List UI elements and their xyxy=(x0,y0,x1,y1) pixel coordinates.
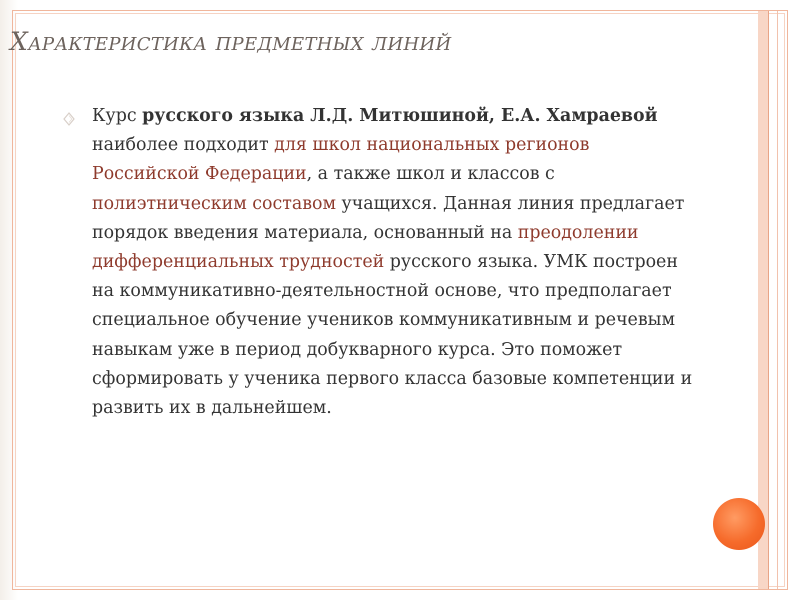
slide-title: Характеристика предметных линий xyxy=(10,27,452,56)
bold-author-names: русского языка Л.Д. Митюшиной, Е.А. Хамраевой xyxy=(142,106,658,126)
highlight-target-schools: для школ национальных регионов Российской Федерации xyxy=(92,135,590,185)
text-segment: наиболее подходит xyxy=(92,135,275,156)
orange-circle-decoration xyxy=(713,498,765,550)
right-band-line-inner xyxy=(768,11,769,589)
outline-diamond-icon xyxy=(62,112,76,126)
text-segment: , а также школ и классов с xyxy=(306,164,555,185)
text-segment: Курс xyxy=(92,106,143,126)
text-segment: учащихся. Данная линия предлагает порядок введения материала, основанный на xyxy=(92,193,685,243)
highlight-polyethnic: полиэтническим составом xyxy=(92,193,337,214)
text-segment: русского языка. УМК построен на коммуникативно-деятельностной основе, что предполагает специальное обучение учеников коммуникативным и речевым навыкам уже в период добукварного курса. Это поможет сформировать у ученика первого класса базовые компетенции и развить их в дальнейшем. xyxy=(92,252,693,419)
slide-body-paragraph xyxy=(92,102,702,423)
right-band-line-outer xyxy=(777,11,778,589)
highlight-difficulties: преодолении дифференциальных трудностей xyxy=(92,222,639,273)
